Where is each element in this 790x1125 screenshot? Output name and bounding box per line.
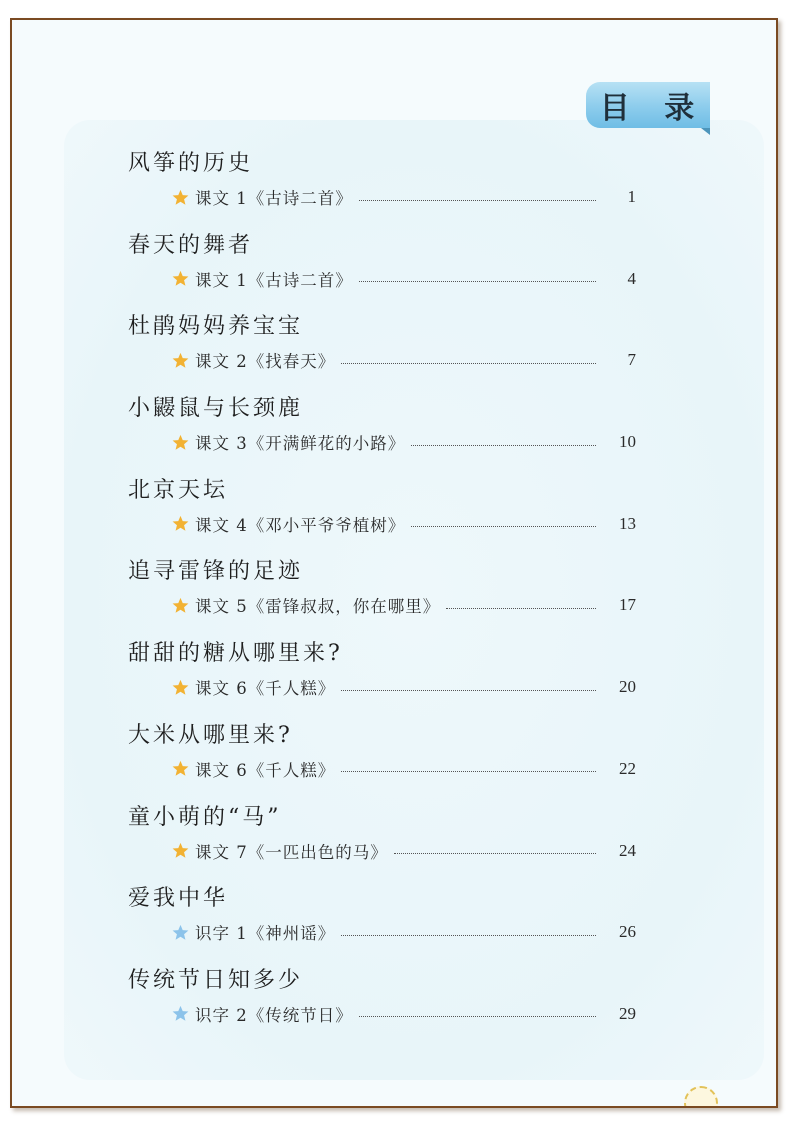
dot-leader bbox=[341, 925, 596, 936]
page-corner-marker bbox=[684, 1086, 718, 1108]
lesson-line[interactable] bbox=[172, 592, 636, 618]
page-number: 7 bbox=[627, 350, 636, 370]
lesson-line[interactable] bbox=[172, 429, 636, 455]
star-yellow-icon bbox=[172, 842, 189, 859]
dot-leader bbox=[359, 190, 596, 201]
page-number: 29 bbox=[619, 1003, 636, 1023]
dot-leader bbox=[394, 843, 596, 854]
toc-banner bbox=[586, 82, 710, 128]
dot-leader bbox=[341, 680, 596, 691]
dot-leader bbox=[446, 598, 596, 609]
lesson-label: 课文 5《雷锋叔叔，你在哪里》 bbox=[195, 597, 441, 617]
dot-leader bbox=[341, 353, 596, 364]
page-number: 10 bbox=[619, 432, 636, 452]
star-blue-icon bbox=[172, 924, 189, 941]
star-yellow-icon bbox=[172, 515, 189, 532]
lesson-label: 课文 1《古诗二首》 bbox=[195, 189, 353, 208]
lesson-label: 课文 2《找春天》 bbox=[195, 352, 336, 372]
star-yellow-icon bbox=[172, 270, 189, 287]
toc-title: 目 录 bbox=[599, 91, 707, 126]
toc-entry[interactable] bbox=[128, 636, 636, 718]
dot-leader bbox=[411, 516, 596, 527]
toc-entry[interactable] bbox=[128, 146, 636, 228]
chapter-title[interactable]: 传统节日知多少 bbox=[128, 967, 304, 993]
toc-entry[interactable] bbox=[128, 881, 636, 963]
chapter-title[interactable]: 北京天坛 bbox=[128, 477, 229, 503]
star-blue-icon bbox=[172, 1005, 189, 1022]
page-number: 26 bbox=[619, 922, 636, 942]
page-frame bbox=[10, 18, 778, 1108]
chapter-title[interactable]: 春天的舞者 bbox=[128, 232, 254, 258]
star-yellow-icon bbox=[172, 352, 189, 369]
chapter-title[interactable]: 杜鹃妈妈养宝宝 bbox=[128, 314, 304, 340]
dot-leader bbox=[359, 271, 596, 282]
toc-entry[interactable] bbox=[128, 391, 636, 473]
star-yellow-icon bbox=[172, 434, 189, 451]
page-number: 22 bbox=[619, 758, 636, 778]
page-number: 24 bbox=[619, 840, 636, 860]
toc-entry[interactable] bbox=[128, 718, 636, 800]
toc-entry[interactable] bbox=[128, 228, 636, 310]
dot-leader bbox=[411, 435, 596, 446]
lesson-line[interactable] bbox=[172, 838, 636, 864]
lesson-label: 课文 3《开满鲜花的小路》 bbox=[195, 434, 406, 454]
toc-entry[interactable] bbox=[128, 554, 636, 636]
toc-entry[interactable] bbox=[128, 800, 636, 882]
lesson-label: 识字 2《传统节日》 bbox=[195, 1005, 353, 1025]
page-number: 20 bbox=[619, 677, 636, 697]
page-number: 1 bbox=[627, 187, 636, 206]
dot-leader bbox=[341, 761, 596, 772]
chapter-title[interactable]: 追寻雷锋的足迹 bbox=[128, 559, 304, 585]
lesson-label: 课文 6《千人糕》 bbox=[195, 679, 336, 699]
dot-leader bbox=[359, 1006, 596, 1017]
lesson-line[interactable] bbox=[172, 674, 636, 700]
lesson-line[interactable] bbox=[172, 919, 636, 945]
page-number: 4 bbox=[627, 268, 636, 288]
lesson-line[interactable] bbox=[172, 511, 636, 537]
star-yellow-icon bbox=[172, 189, 189, 206]
toc-entry[interactable] bbox=[128, 309, 636, 391]
toc-list bbox=[128, 146, 636, 1045]
lesson-line[interactable] bbox=[172, 756, 636, 782]
lesson-label: 课文 4《邓小平爷爷植树》 bbox=[195, 515, 406, 535]
star-yellow-icon bbox=[172, 597, 189, 614]
lesson-label: 课文 6《千人糕》 bbox=[195, 760, 336, 780]
lesson-label: 课文 1《古诗二首》 bbox=[195, 270, 353, 290]
chapter-title[interactable]: 小鼹鼠与长颈鹿 bbox=[128, 396, 304, 422]
star-yellow-icon bbox=[172, 760, 189, 777]
chapter-title[interactable]: 风筝的历史 bbox=[128, 151, 254, 176]
page-number: 17 bbox=[619, 595, 636, 615]
toc-entry[interactable] bbox=[128, 473, 636, 555]
chapter-title[interactable]: 甜甜的糖从哪里来? bbox=[128, 641, 343, 667]
toc-entry[interactable] bbox=[128, 963, 636, 1045]
page-number: 13 bbox=[619, 513, 636, 533]
lesson-label: 课文 7《一匹出色的马》 bbox=[195, 842, 388, 862]
chapter-title[interactable]: 大米从哪里来? bbox=[128, 722, 293, 748]
lesson-line[interactable] bbox=[172, 184, 636, 210]
chapter-title[interactable]: 童小萌的“马” bbox=[128, 804, 282, 830]
lesson-line[interactable] bbox=[172, 1001, 636, 1027]
lesson-line[interactable] bbox=[172, 266, 636, 292]
chapter-title[interactable]: 爱我中华 bbox=[128, 886, 229, 912]
lesson-line[interactable] bbox=[172, 347, 636, 373]
star-yellow-icon bbox=[172, 679, 189, 696]
lesson-label: 识字 1《神州谣》 bbox=[195, 924, 336, 944]
